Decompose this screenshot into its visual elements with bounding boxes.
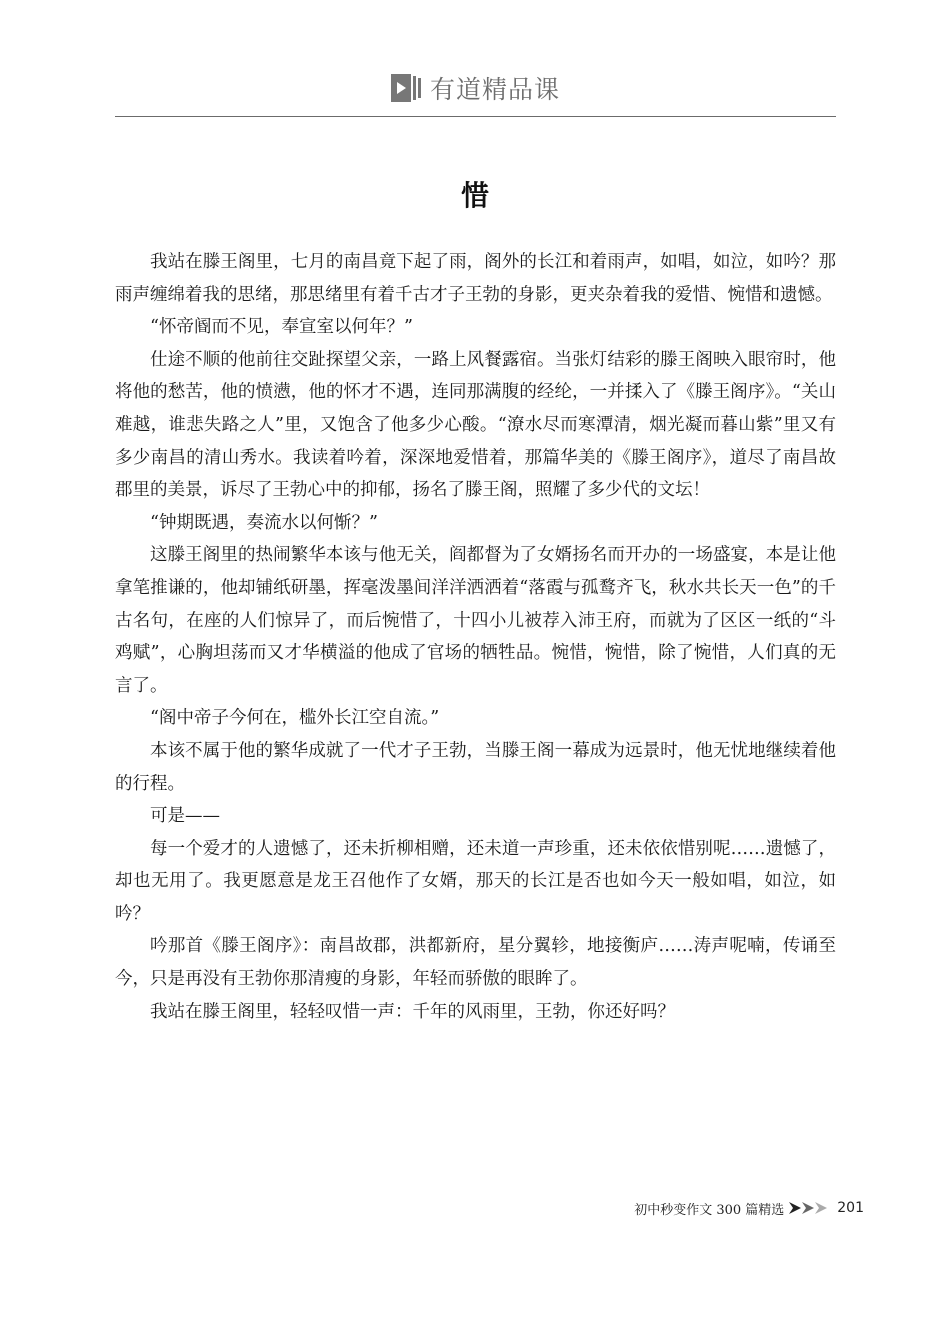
paragraph: 吟那首《滕王阁序》：南昌故郡，洪都新府，星分翼轸，地接衡庐……涛声呢喃，传诵至今，只是再没有王勃你那清瘦的身影，年轻而骄傲的眼眸了。 [115, 936, 836, 990]
essay-body [115, 246, 836, 1028]
page-footer [634, 1197, 864, 1219]
header-divider [115, 116, 836, 117]
paragraph: 这滕王阁里的热闹繁华本该与他无关，阎都督为了女婿扬名而开办的一场盛宴，本是让他拿笔推谦的，他却铺纸研墨，挥毫泼墨间洋洋洒洒着“落霞与孤鹜齐飞，秋水共长天一色”的千古名句，在座的人们惊异了，而后惋惜了，十四小儿被荐入沛王府，而就为了区区一纸的“斗鸡赋”，心胸坦荡而又才华横溢的他成了官场的牺牲品。惋惜，惋惜，除了惋惜，人们真的无言了。 [115, 545, 836, 696]
paragraph: 可是—— [150, 806, 220, 827]
brand [390, 70, 560, 106]
brand-name: 有道精品课 [429, 75, 560, 104]
quote-line: “阁中帝子今何在，槛外长江空自流。” [150, 708, 440, 729]
quote-line: “钟期既遇，奏流水以何惭？” [150, 512, 378, 533]
play-book-logo-icon [390, 72, 422, 104]
paragraph: 我站在滕王阁里，轻轻叹惜一声：千年的风雨里，王勃，你还好吗？ [150, 1001, 675, 1022]
paragraph: 我站在滕王阁里，七月的南昌竟下起了雨，阁外的长江和着雨声，如唱，如泣，如吟？那雨声缠绵着我的思绪，那思绪里有着千古才子王勃的身影，更夹杂着我的爱惜、惋惜和遗憾。 [115, 252, 836, 305]
page-header [0, 66, 950, 110]
page-number: 201 [837, 1200, 864, 1216]
triple-arrow-icon [789, 1201, 831, 1215]
essay-title: 惜 [460, 179, 489, 212]
quote-line: “怀帝阍而不见，奉宣室以何年？” [150, 317, 413, 338]
paragraph: 仕途不顺的他前往交趾探望父亲，一路上风餐露宿。当张灯结彩的滕王阁映入眼帘时，他将他的愁苦，他的愤懑，他的怀才不遇，连同那满腹的经纶，一并揉入了《滕王阁序》。“关山难越，谁悲失路之人”里，又饱含了他多少心酸。“潦水尽而寒潭清，烟光凝而暮山紫”里又有多少南昌的清山秀水。我读着吟着，深深地爱惜着，那篇华美的《滕王阁序》，道尽了南昌故郡里的美景，诉尽了王勃心中的抑郁，扬名了滕王阁，照耀了多少代的文坛！ [115, 349, 836, 501]
paragraph: 本该不属于他的繁华成就了一代才子王勃，当滕王阁一幕成为远景时，他无忧地继续着他的行程。 [115, 740, 836, 794]
book-title: 初中秒变作文 300 篇精选 [634, 1202, 785, 1218]
paragraph: 每一个爱才的人遗憾了，还未折柳相赠，还未道一声珍重，还未依依惜别呢……遗憾了，却也无用了。我更愿意是龙王召他作了女婿，那天的长江是否也如今天一般如唱，如泣，如吟？ [115, 838, 836, 924]
